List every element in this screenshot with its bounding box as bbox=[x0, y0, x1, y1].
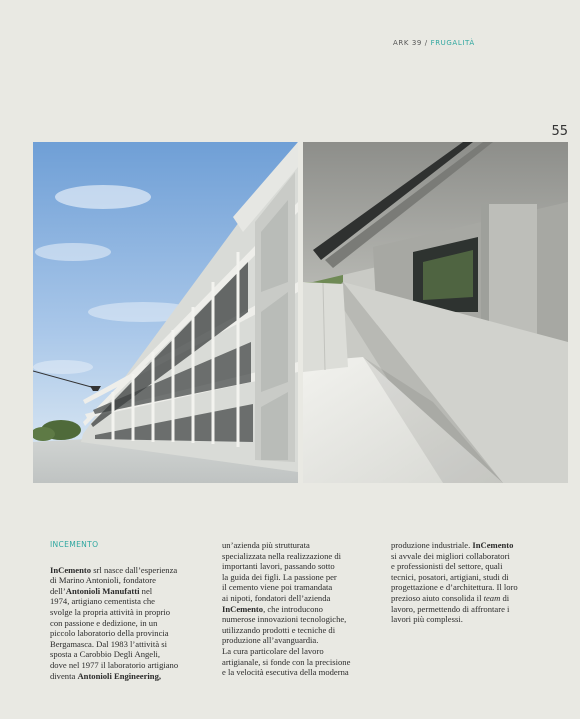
text-run: sposta a Carobbio Degli Angeli, bbox=[50, 649, 161, 660]
text-run: lavori più complessi. bbox=[391, 614, 463, 625]
bold-run: InCemento bbox=[222, 603, 264, 614]
text-column-3 bbox=[391, 540, 551, 625]
text-run: Bergamasca. Dal 1983 l’attività si bbox=[50, 638, 168, 649]
text-line bbox=[391, 551, 551, 562]
text-line bbox=[222, 561, 382, 572]
text-line bbox=[391, 614, 551, 625]
text-run: lavoro, permettendo di affrontare i bbox=[391, 603, 510, 614]
text-line bbox=[391, 572, 551, 583]
text-run: svolge la propria attività in proprio bbox=[50, 606, 171, 617]
concrete-overhang-photo bbox=[303, 142, 568, 483]
text-run: dell’ bbox=[50, 585, 66, 596]
text-run: progettazione e d’architettura. Il loro bbox=[391, 582, 518, 593]
text-column-1 bbox=[50, 540, 210, 681]
text-run: un’azienda più strutturata bbox=[222, 540, 310, 550]
running-head bbox=[393, 39, 475, 47]
running-head-separator: / bbox=[421, 39, 431, 47]
text-line bbox=[222, 614, 382, 625]
text-line bbox=[222, 657, 382, 668]
text-line bbox=[391, 561, 551, 572]
text-line bbox=[50, 575, 210, 586]
text-line bbox=[391, 604, 551, 615]
text-line bbox=[50, 628, 210, 639]
text-run: nel bbox=[139, 585, 153, 596]
text-run: di Marino Antonioli, fondatore bbox=[50, 575, 156, 586]
text-line bbox=[222, 551, 382, 562]
text-run: srl nasce dall’esperienza bbox=[91, 564, 178, 575]
text-run: di bbox=[500, 592, 510, 603]
text-line bbox=[222, 646, 382, 657]
text-line bbox=[391, 540, 551, 551]
facade-building-photo bbox=[33, 142, 298, 483]
text-line bbox=[391, 593, 551, 604]
text-run: la guida dei figli. La passione per bbox=[222, 571, 337, 582]
article-kicker: INCEMENTO bbox=[50, 540, 99, 549]
paragraph-1 bbox=[50, 565, 210, 682]
text-run: , che introducono bbox=[263, 603, 323, 614]
text-run: ai nipoti, fondatori dell’azienda bbox=[222, 592, 331, 603]
text-run: e professionisti del settore, quali bbox=[391, 561, 503, 572]
text-line bbox=[50, 639, 210, 650]
text-run: diventa bbox=[50, 670, 78, 681]
bold-run: Antonioli Engineering, bbox=[77, 670, 162, 681]
text-line bbox=[222, 572, 382, 583]
text-run: produzione all’avanguardia. bbox=[222, 635, 319, 646]
text-line bbox=[222, 604, 382, 615]
text-run: La cura particolare del lavoro bbox=[222, 645, 324, 656]
text-line bbox=[50, 671, 210, 682]
text-run: tecnici, posatori, artigiani, studi di bbox=[391, 571, 509, 582]
bold-run: InCemento bbox=[50, 564, 92, 575]
text-run: artigianale, si fonde con la precisione bbox=[222, 656, 351, 667]
text-run: dove nel 1977 il laboratorio artigiano bbox=[50, 659, 179, 670]
text-line bbox=[222, 540, 382, 551]
italic-run: team bbox=[483, 592, 501, 603]
text-line bbox=[222, 593, 382, 604]
text-line bbox=[50, 596, 210, 607]
text-run: il cemento viene poi tramandata bbox=[222, 582, 333, 593]
text-line bbox=[222, 582, 382, 593]
text-line bbox=[50, 565, 210, 576]
text-run: numerose innovazioni tecnologiche, bbox=[222, 614, 347, 625]
bold-run: Antonioli Manufatti bbox=[65, 585, 140, 596]
text-run: si avvale dei migliori collaboratori bbox=[391, 550, 510, 561]
page-number: 55 bbox=[551, 124, 568, 139]
issue-label: ARK 39 bbox=[393, 39, 422, 47]
text-run: e la velocità esecutiva della moderna bbox=[222, 667, 349, 678]
text-run: 1974, artigiano cementista che bbox=[50, 596, 155, 607]
text-run: utilizzando prodotti e tecniche di bbox=[222, 624, 336, 635]
text-line bbox=[50, 649, 210, 660]
text-column-2 bbox=[222, 540, 382, 678]
text-line bbox=[50, 618, 210, 629]
text-run: prezioso aiuto consolida il bbox=[391, 592, 484, 603]
text-line bbox=[391, 582, 551, 593]
section-label: FRUGALITÀ bbox=[430, 39, 475, 47]
text-line bbox=[50, 660, 210, 671]
text-run: produzione industriale. bbox=[391, 540, 473, 550]
text-line bbox=[50, 607, 210, 618]
text-run: con passione e dedizione, in un bbox=[50, 617, 158, 628]
bold-run: InCemento bbox=[472, 540, 514, 550]
text-line bbox=[222, 667, 382, 678]
paragraph-2 bbox=[222, 540, 382, 678]
paragraph-3 bbox=[391, 540, 551, 625]
text-line bbox=[222, 625, 382, 636]
text-run: importanti lavori, passando sotto bbox=[222, 561, 335, 572]
text-run: piccolo laboratorio della provincia bbox=[50, 628, 169, 639]
text-run: specializzata nella realizzazione di bbox=[222, 550, 342, 561]
text-line bbox=[222, 635, 382, 646]
text-line bbox=[50, 586, 210, 597]
